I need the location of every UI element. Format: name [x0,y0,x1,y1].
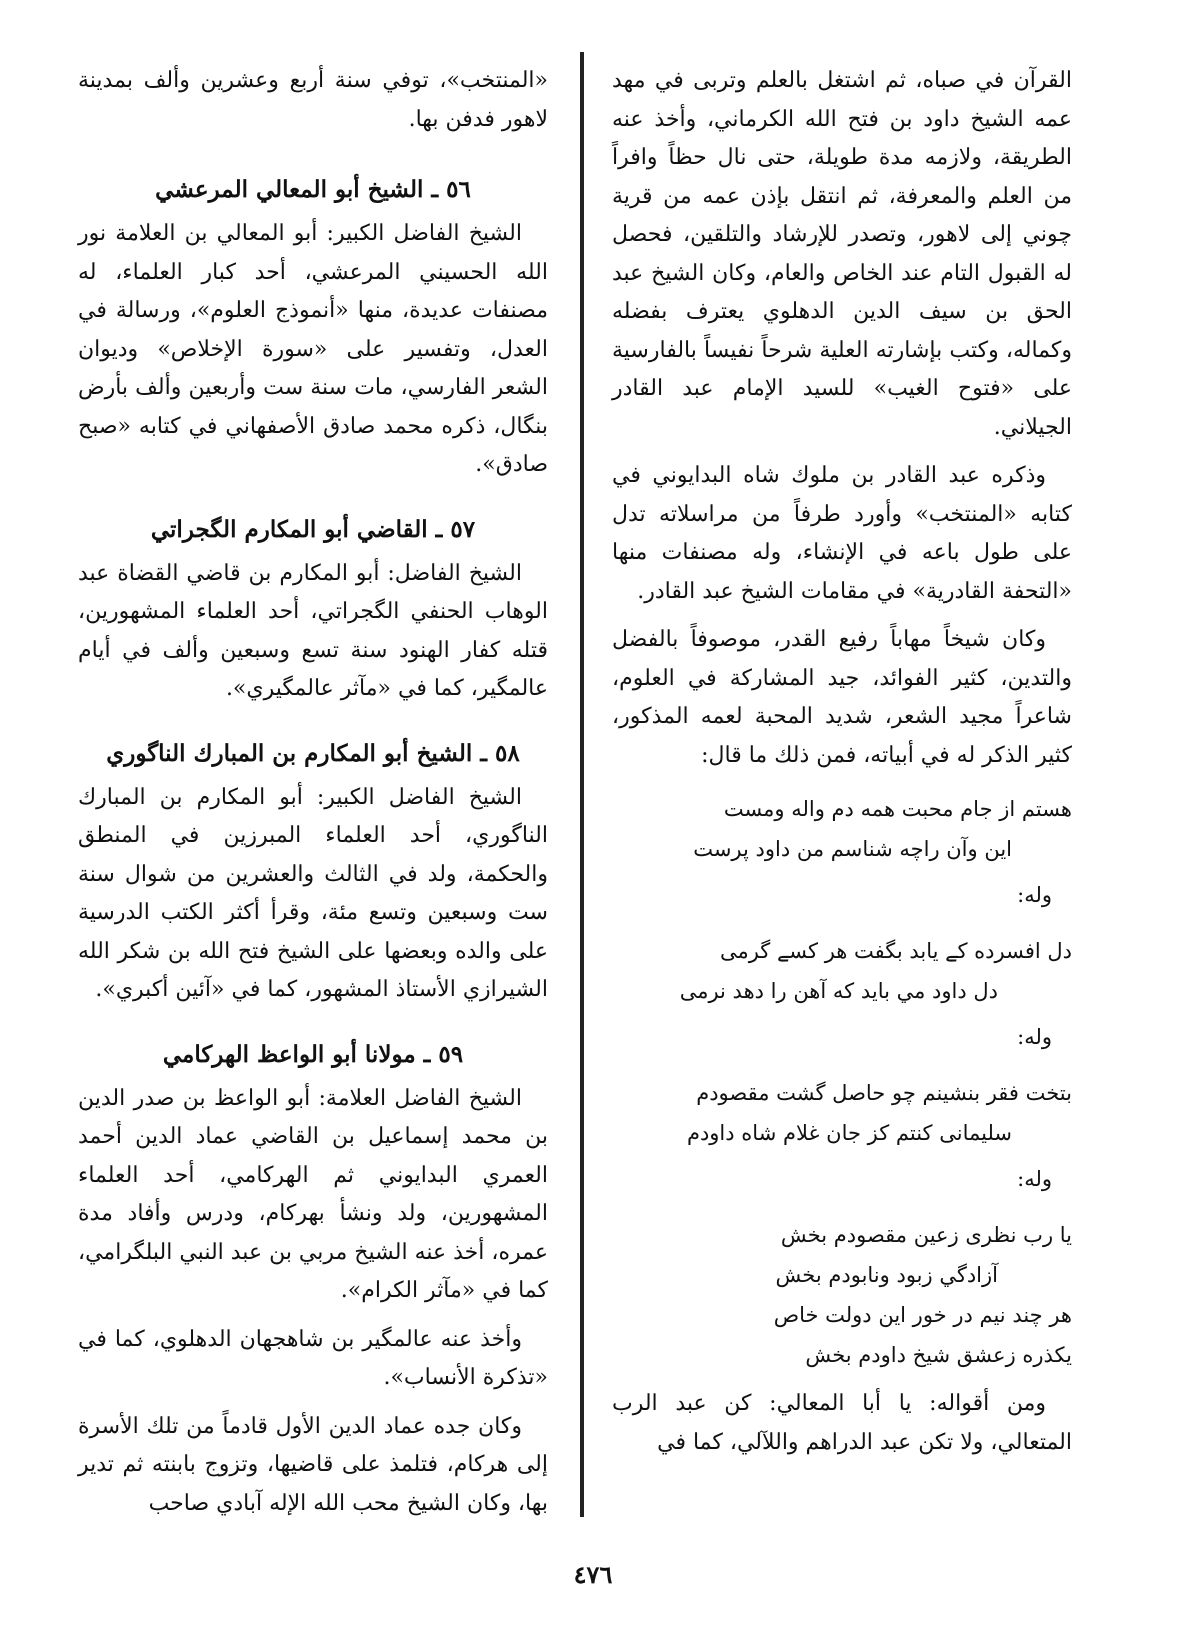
page-number: ٤٧٦ [573,1560,613,1589]
entry-heading: ٥٧ ـ القاضي أبو المكارم الگجراتي [150,515,476,543]
paragraph: ومن أقواله: يا أبا المعالي: كن عبد الرب المتعالي، ولا تكن عبد الدراهم واللآلي، كما في [612,1391,1072,1455]
verse-line: سليمانى كنتم كز جان غلام شاه داودم [686,1121,1012,1145]
paragraph: وأخذ عنه عالمگير بن شاهجهان الدهلوي، كما في «تذكرة الأنساب». [78,1326,548,1390]
verse-line: هر چند نيم در خور اين دولت خاص [773,1303,1072,1327]
verse-stanza [612,1215,1072,1375]
column-divider [580,52,584,1517]
verse-line: دل افسرده كے يابد بگفت هر كسے گرمى [719,939,1072,963]
verse-line: هستم از جام محبت همه دم واله ومست [723,797,1072,821]
right-column [612,62,1072,1470]
left-column [78,62,548,1531]
verse-line: يا رب نظرى زعين مقصودم بخش [780,1223,1072,1247]
paragraph: «المنتخب»، توفي سنة أربع وعشرين وألف بمدينة لاهور فدفن بها. [78,68,548,132]
entry-heading: ٥٩ ـ مولانا أبو الواعظ الهركامي [162,1040,464,1068]
verse-line: يكذره زعشق شيخ داودم بخش [805,1343,1072,1367]
paragraph: وكان جده عماد الدين الأول قادماً من تلك الأسرة إلى هركام، فتلمذ على قاضيها، وتزوج بابنته ثم تدير بها، وكان الشيخ محب الله الإله آبادي صاحب [78,1413,548,1516]
entry-heading: ٥٦ ـ الشيخ أبو المعالي المرعشي [155,176,471,203]
paragraph: الشيخ الفاضل الكبير: أبو المعالي بن العلامة نور الله الحسيني المرعشي، أحد كبار العلماء، له مصنفات عديدة، منها «أنموذج العلوم»، ورسالة في العدل، وتفسير على «سورة الإخلاص» وديوان الشعر الفارسي، مات سنة ست وأربعين وألف بأرض بنگال، ذكره محمد صادق الأصفهاني في كتابه «صبح صادق». [78,221,548,477]
paragraph: الشيخ الفاضل: أبو المكارم بن قاضي القضاة عبد الوهاب الحنفي الگجراتي، أحد العلماء المشهورين، قتله كفار الهنود سنة تسع وسبعين وألف في أيام عالمگير، كما في «مآثر عالمگيري». [78,560,548,701]
verse-intro: وله: [1017,883,1052,907]
verse-line: آزادگي زبود ونابودم بخش [775,1263,998,1287]
verse-line: دل داود مي بايد كه آهن را دهد نرمى [679,979,998,1003]
verse-intro: وله: [1017,1167,1052,1191]
verse-stanza [612,931,1072,1011]
verse-line: بتخت فقر بنشينم چو حاصل گشت مقصودم [696,1081,1072,1105]
paragraph: وذكره عبد القادر بن ملوك شاه البدايوني في كتابه «المنتخب» وأورد طرفاً من مراسلاته تدل على طول باعه في الإنشاء، وله مصنفات منها «التحفة القادرية» في مقامات الشيخ عبد القادر. [612,463,1072,604]
entry-heading: ٥٨ ـ الشيخ أبو المكارم بن المبارك الناگوري [106,739,520,767]
verse-intro: وله: [1017,1025,1052,1049]
verse-stanza [612,1073,1072,1153]
paragraph: الشيخ الفاضل الكبير: أبو المكارم بن المبارك الناگوري، أحد العلماء المبرزين في المنطق والحكمة، ولد في الثالث والعشرين من شوال سنة ست وسبعين وتسع مئة، وقرأ أكثر الكتب الدرسية على والده وبعضها على الشيخ فتح الله بن شكر الله الشيرازي الأستاذ المشهور، كما في «آئين أكبري». [78,784,548,1002]
verse-line: اين وآن راچه شناسم من داود پرست [693,837,1012,861]
paragraph: الشيخ الفاضل العلامة: أبو الواعظ بن صدر الدين بن محمد إسماعيل بن القاضي عماد الدين أحمد العمري البدايوني ثم الهركامي، أحد العلماء المشهورين، ولد ونشأ بهركام، ودرس وأفاد مدة عمره، أخذ عنه الشيخ مربي بن عبد النبي البلگرامي، كما في «مآثر الكرام». [77,1085,548,1303]
paragraph: وكان شيخاً مهاباً رفيع القدر، موصوفاً بالفضل والتدين، كثير الفوائد، جيد المشاركة في العلوم، شاعراً مجيد الشعر، شديد المحبة لعمه المذكور، كثير الذكر له في أبياته، فمن ذلك ما قال: [612,627,1072,768]
paragraph: القرآن في صباه، ثم اشتغل بالعلم وتربى في مهد عمه الشيخ داود بن فتح الله الكرماني، وأخذ عنه الطريقة، ولازمه مدة طويلة، حتى نال حظاً وافراً من العلم والمعرفة، ثم انتقل بإذن عمه من قرية چوني إلى لاهور، وتصدر للإرشاد والتلقين، فحصل له القبول التام عند الخاص والعام، وكان الشيخ عبد الحق بن سيف الدين الدهلوي يعترف بفضله وكماله، وكتب بإشارته العلية شرحاً نفيساً بالفارسية على «فتوح الغيب» للسيد الإمام عبد القادر الجيلاني. [612,68,1072,440]
verse-stanza [612,789,1072,869]
